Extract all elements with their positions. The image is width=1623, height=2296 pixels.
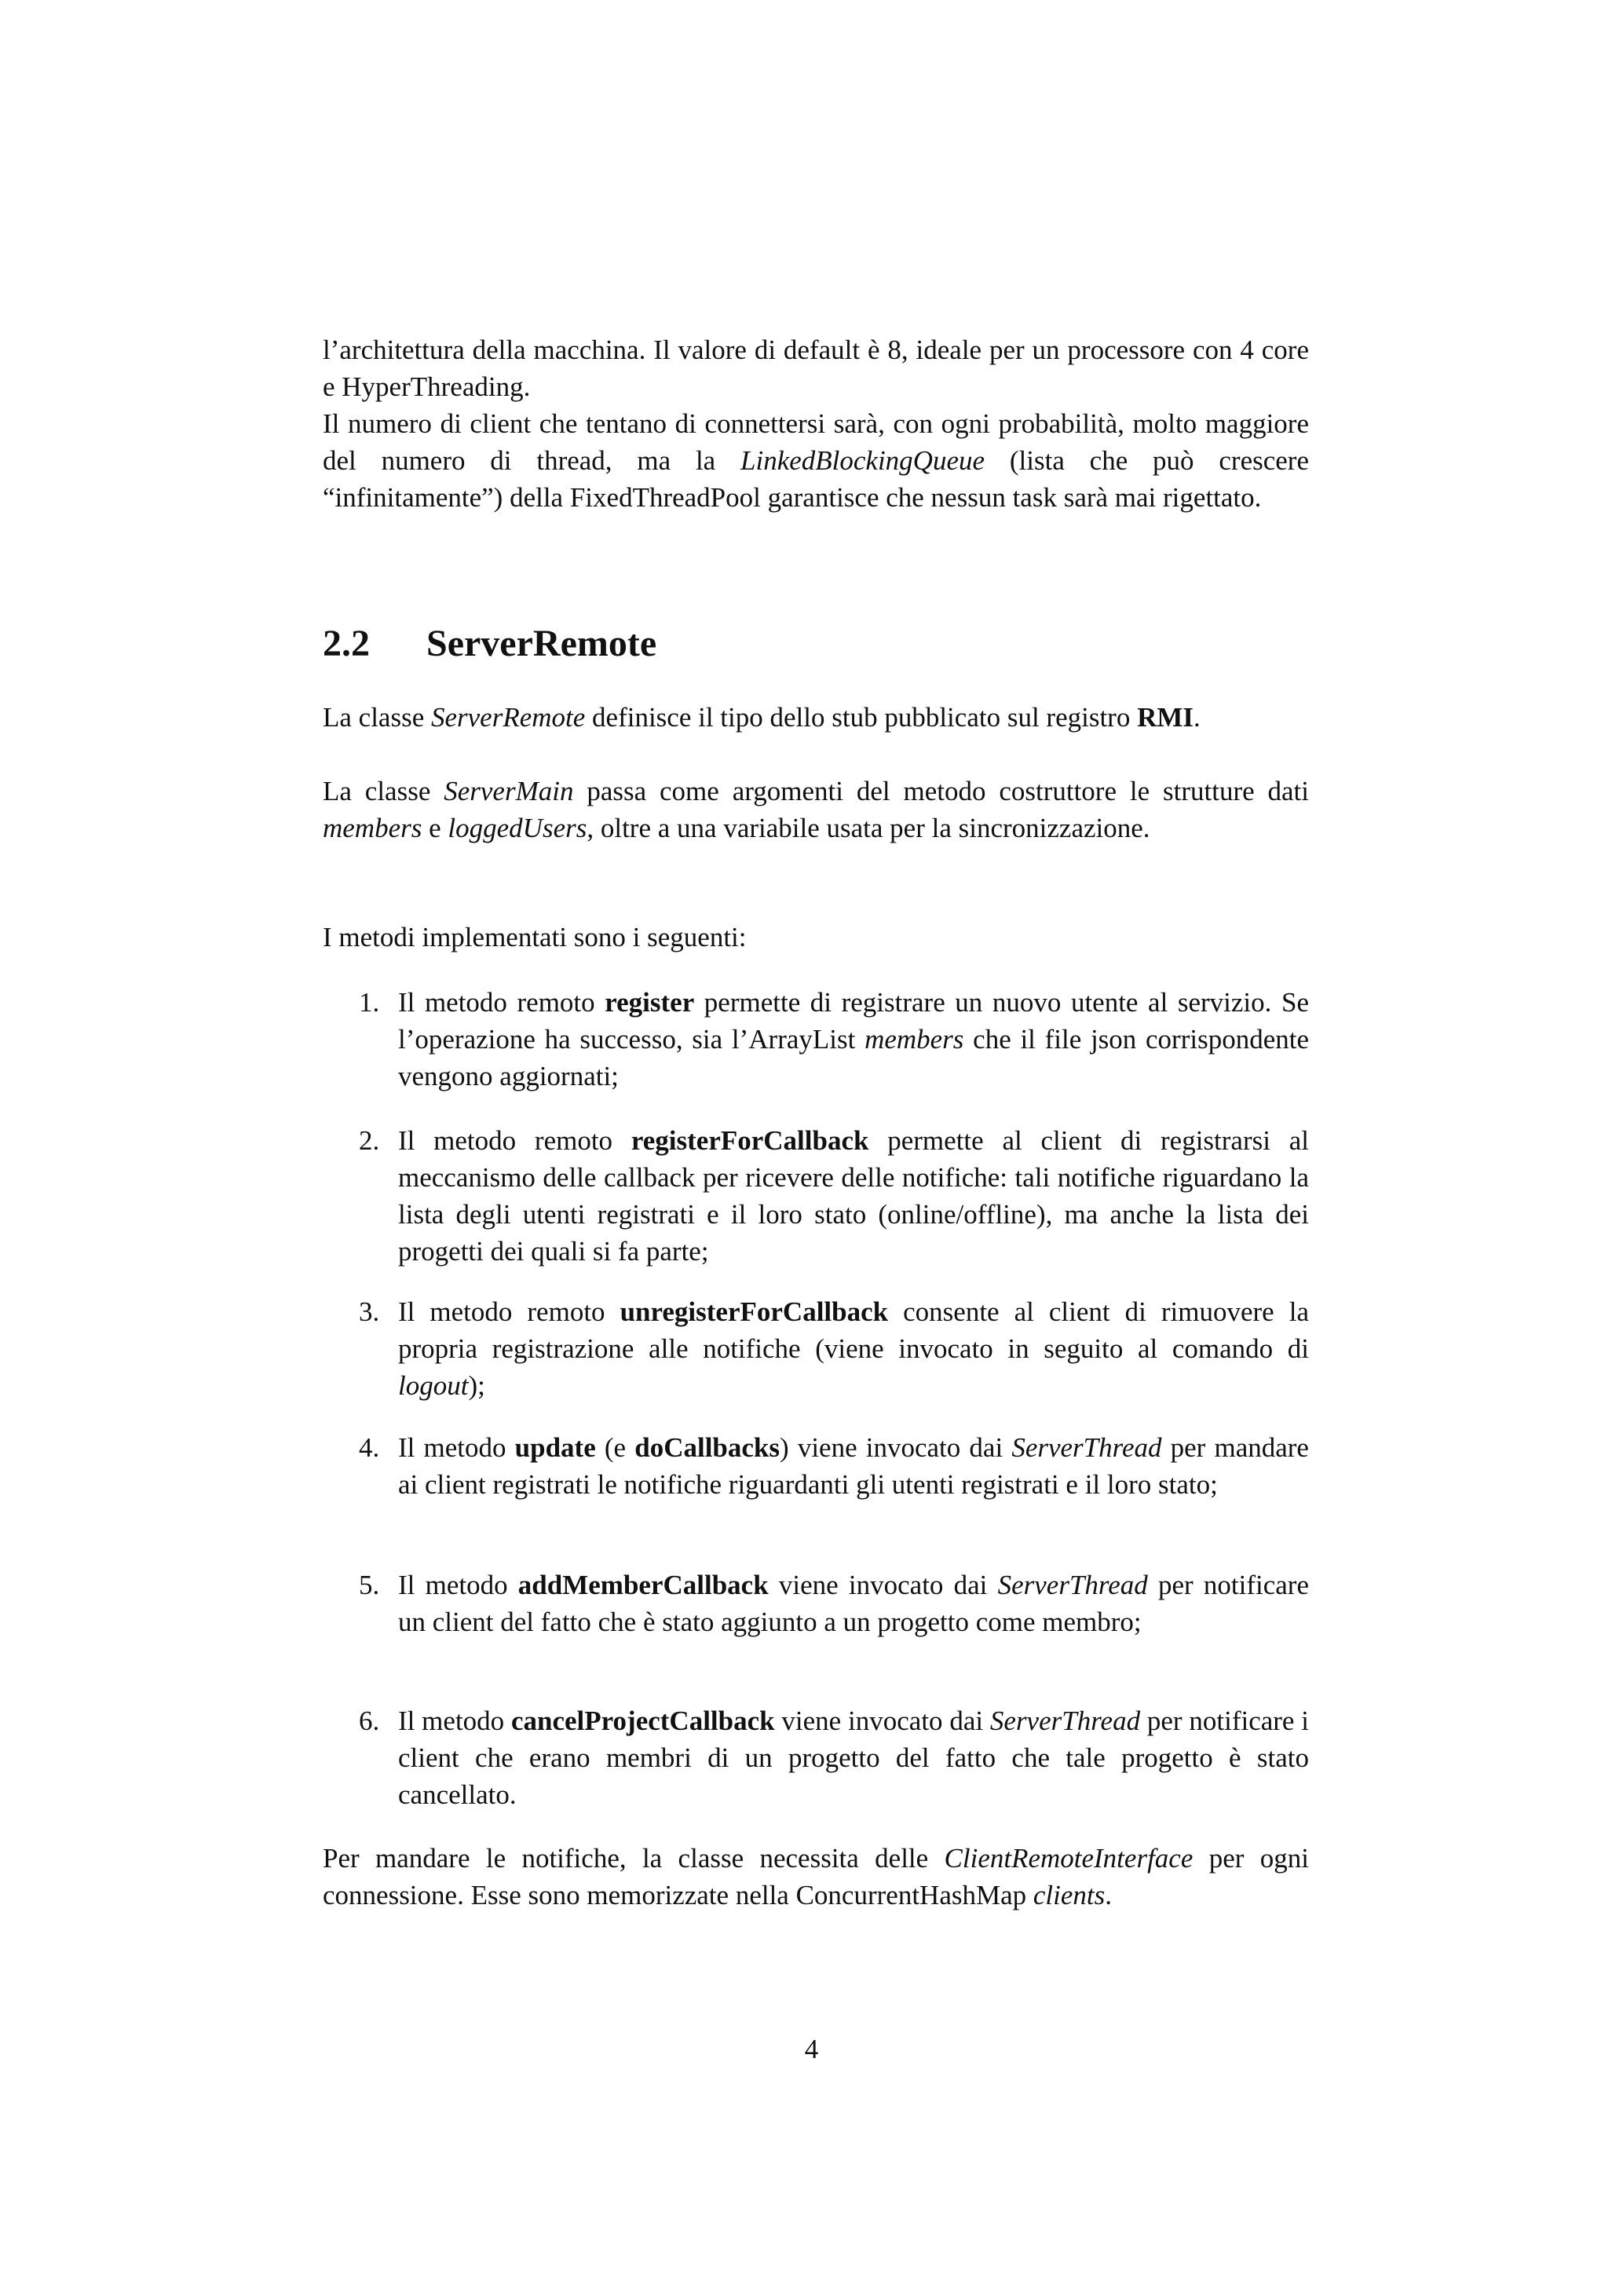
intro-paragraph-1: [323, 331, 1309, 405]
text: Il metodo: [398, 1432, 515, 1463]
text: Il metodo remoto: [398, 1296, 620, 1327]
text: I metodi implementati sono i seguenti:: [323, 922, 747, 952]
text: per mandare ai client registrati le notifiche riguardanti gli utenti registrati e il loro stato;: [398, 1432, 1309, 1500]
class-name: ServerThread: [997, 1570, 1148, 1600]
text: consente al client di rimuovere la propria registrazione alle notifiche (viene invocato in seguito al comando di: [398, 1296, 1309, 1364]
text: .: [1105, 1880, 1112, 1910]
list-number: 2.: [359, 1125, 380, 1156]
text: La classe: [323, 702, 431, 733]
list-number: 6.: [359, 1706, 380, 1736]
text: (e: [595, 1432, 635, 1463]
method-name: addMemberCallback: [517, 1570, 769, 1600]
text: viene invocato dai: [768, 1570, 998, 1600]
text: Il metodo: [398, 1570, 518, 1600]
method-name: update: [514, 1432, 596, 1463]
text: Il numero di client che tentano di connettersi sarà, con ogni probabilità, molto maggiore del numero di thread, ma la: [323, 408, 1309, 476]
text: ) viene invocato dai: [780, 1432, 1012, 1463]
text: definisce il tipo dello stub pubblicato sul registro: [585, 702, 1138, 733]
text: La classe: [323, 776, 444, 806]
list-item: [323, 984, 1309, 1095]
text: per ogni connessione. Esse sono memorizzate nella ConcurrentHashMap: [323, 1843, 1309, 1910]
text: passa come argomenti del metodo costruttore le strutture dati: [573, 776, 1309, 806]
method-name: register: [605, 987, 695, 1018]
class-name: ServerThread: [989, 1706, 1141, 1736]
list-number: 4.: [359, 1432, 380, 1463]
text: .: [1193, 702, 1201, 733]
section-number: 2.2: [323, 623, 370, 664]
class-name: ClientRemoteInterface: [944, 1843, 1193, 1874]
text: per notificare i client che erano membri di un progetto del fatto che tale progetto è stato cancellato.: [398, 1706, 1309, 1810]
paragraph-serverremote: [323, 699, 1309, 736]
keyword: RMI: [1137, 702, 1194, 733]
intro-paragraph-2: [323, 405, 1309, 516]
paragraph-servermain: [323, 773, 1309, 846]
list-item: [323, 1293, 1309, 1404]
list-number: 3.: [359, 1296, 380, 1327]
method-name: unregisterForCallback: [620, 1296, 889, 1327]
list-item: [323, 1122, 1309, 1270]
class-name: ServerMain: [444, 776, 574, 806]
text: permette al client di registrarsi al meccanismo delle callback per ricevere delle notifiche: tali notifiche riguardano la lista degli utenti registrati e il loro stato (online/offline), ma anche la lista dei progetti dei quali si fa parte;: [398, 1125, 1309, 1267]
paragraph-methods-intro: [323, 919, 1309, 956]
list-item: [323, 1702, 1309, 1813]
text: che il file json corrispondente vengono aggiornati;: [398, 1024, 1309, 1091]
text: );: [468, 1370, 485, 1401]
list-item: [323, 1567, 1309, 1640]
method-name: doCallbacks: [634, 1432, 780, 1463]
list-item: [323, 1429, 1309, 1503]
field-name: members: [323, 813, 422, 843]
class-name: LinkedBlockingQueue: [740, 445, 985, 476]
class-name: ServerThread: [1011, 1432, 1162, 1463]
text: l’architettura della macchina. Il valore di default è 8, ideale per un processore con 4 core e HyperThreading.: [323, 335, 1309, 402]
list-number: 5.: [359, 1570, 380, 1600]
method-name: cancelProjectCallback: [510, 1706, 775, 1736]
method-name: registerForCallback: [631, 1125, 869, 1156]
text: , oltre a una variabile usata per la sincronizzazione.: [587, 813, 1150, 843]
text: Per mandare le notifiche, la classe necessita delle: [323, 1843, 945, 1874]
field-name: loggedUsers: [448, 813, 587, 843]
text: viene invocato dai: [774, 1706, 990, 1736]
text: (lista che può crescere “infinitamente”) della FixedThreadPool garantisce che nessun task sarà mai rigettato.: [323, 445, 1309, 513]
page-number: 4: [804, 2034, 819, 2064]
text: Il metodo remoto: [398, 1125, 631, 1156]
section-heading: [323, 620, 656, 667]
paragraph-notifications: [323, 1840, 1309, 1914]
list-number: 1.: [359, 987, 380, 1018]
field-name: clients: [1033, 1880, 1106, 1910]
text: permette di registrare un nuovo utente al servizio. Se l’operazione ha successo, sia l’ArrayList: [398, 987, 1309, 1055]
text: e: [422, 813, 448, 843]
text: Il metodo: [398, 1706, 511, 1736]
field-name: members: [865, 1024, 964, 1055]
text: Il metodo remoto: [398, 987, 605, 1018]
class-name: ServerRemote: [430, 702, 586, 733]
section-title: ServerRemote: [426, 623, 657, 664]
command-name: logout: [398, 1370, 469, 1401]
text: per notificare un client del fatto che è stato aggiunto a un progetto come membro;: [398, 1570, 1309, 1637]
